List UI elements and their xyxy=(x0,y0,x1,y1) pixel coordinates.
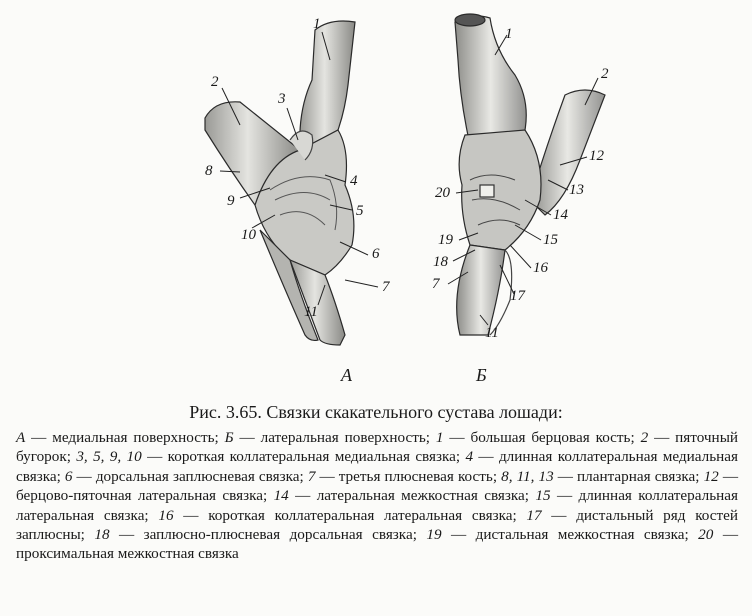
caption-item-separator: — xyxy=(288,487,317,505)
caption-item xyxy=(65,468,308,485)
caption-item-separator: — xyxy=(25,429,53,446)
label-a-9: 9 xyxy=(227,193,235,209)
caption-item-separator: — xyxy=(550,487,579,505)
caption-item xyxy=(274,487,536,504)
caption-body xyxy=(16,428,738,564)
label-a-4: 4 xyxy=(350,173,358,189)
caption-item-separator: — xyxy=(553,467,578,485)
caption-item-key: А xyxy=(16,429,26,446)
caption-item-text: латеральная поверхность; xyxy=(260,429,436,446)
caption-item-key: Б xyxy=(224,429,234,446)
caption-item-separator: — xyxy=(173,506,209,524)
label-b-18: 18 xyxy=(433,254,448,270)
caption-item xyxy=(16,429,225,446)
label-a-11: 11 xyxy=(304,304,318,320)
caption-item-separator: — xyxy=(541,506,577,524)
caption-item-key: 12 xyxy=(703,467,719,485)
caption-item-separator: — xyxy=(648,429,676,446)
caption-item-text: дистальная межкостная связка; xyxy=(475,526,699,544)
label-b-16: 16 xyxy=(533,260,548,276)
caption-item xyxy=(436,429,641,446)
caption-item xyxy=(76,448,465,465)
caption-item-separator: — xyxy=(441,526,476,544)
caption-item-text: большая берцовая кость; xyxy=(470,429,641,446)
caption-item-separator: — xyxy=(141,448,168,466)
caption-item-key: 15 xyxy=(535,487,551,505)
caption-item-key: 3, 5, 9, 10 xyxy=(76,448,142,466)
caption-item-separator: — xyxy=(443,429,471,446)
caption-item-key: 16 xyxy=(158,506,174,524)
caption-item-key: 20 xyxy=(698,526,714,544)
caption-item-separator: — xyxy=(109,526,144,544)
label-b-13: 13 xyxy=(569,182,584,198)
caption-item xyxy=(426,526,698,543)
caption-item-text: медиальная поверхность; xyxy=(52,429,225,446)
label-b-15: 15 xyxy=(543,232,558,248)
label-a-8: 8 xyxy=(205,163,213,179)
label-a-5: 5 xyxy=(356,203,364,219)
label-a-3: 3 xyxy=(278,91,286,107)
caption-item-key: 1 xyxy=(435,429,444,446)
caption-item-key: 17 xyxy=(526,506,542,524)
label-b-1: 1 xyxy=(505,26,513,42)
caption-item-text: дорсальная заплюсневая связка; xyxy=(95,467,308,485)
caption-item-key: 2 xyxy=(640,429,649,446)
caption-item-separator: — xyxy=(473,448,499,466)
label-a-7: 7 xyxy=(382,279,390,295)
panel-a-letter: А xyxy=(341,365,352,385)
caption-item-key: 8, 11, 13 xyxy=(501,467,554,485)
caption-item-text: дистальный ряд костей заплюсны; xyxy=(16,506,739,544)
caption-item-text: проксимальная межкостная связка xyxy=(16,545,239,563)
label-b-19: 19 xyxy=(438,232,453,248)
caption-item-separator: — xyxy=(713,526,739,544)
label-b-2: 2 xyxy=(601,66,609,82)
caption-item-key: 6 xyxy=(64,467,73,485)
caption-title: Рис. 3.65. Связки скакательного сустава лошади: xyxy=(189,402,563,422)
caption-item xyxy=(158,507,526,524)
label-b-14: 14 xyxy=(553,207,568,223)
panel-a-drawing xyxy=(205,21,355,345)
caption-item-key: 14 xyxy=(273,487,289,505)
caption-item-key: 4 xyxy=(465,448,474,466)
caption-item-separator: — xyxy=(233,429,261,446)
panel-b-letter: Б xyxy=(476,365,487,385)
label-a-6: 6 xyxy=(372,246,380,262)
caption-item-key: 18 xyxy=(94,526,110,544)
caption-item xyxy=(501,468,703,485)
caption-item-separator: — xyxy=(718,467,739,485)
caption-item-separator: — xyxy=(315,467,339,485)
label-b-7: 7 xyxy=(432,276,440,292)
label-b-20: 20 xyxy=(435,185,450,201)
caption-item-text: берцово-пяточная латеральная связка; xyxy=(16,487,274,505)
caption-item-text: заплюсно-плюсневая дорсальная связка; xyxy=(143,526,427,544)
label-a-2: 2 xyxy=(211,74,219,90)
caption-item-text: длинная коллатеральная латеральная связка; xyxy=(16,487,738,524)
caption-item xyxy=(94,526,426,543)
panel-b-drawing xyxy=(455,14,605,335)
label-a-10: 10 xyxy=(241,227,256,243)
caption-item-text: короткая коллатеральная медиальная связка; xyxy=(167,448,466,466)
caption-item xyxy=(308,468,501,485)
caption-item xyxy=(225,429,436,446)
label-a-1: 1 xyxy=(313,16,321,32)
label-b-12: 12 xyxy=(589,148,604,164)
caption-item-text: пяточный бугорок; xyxy=(16,429,739,466)
label-b-17: 17 xyxy=(510,288,525,304)
caption-item-key: 19 xyxy=(426,526,442,544)
label-b-11: 11 xyxy=(485,325,499,341)
caption-item-text: плантарная связка; xyxy=(577,467,704,485)
caption-item-text: длинная коллатеральная медиальная связка; xyxy=(16,448,739,485)
caption-item-separator: — xyxy=(72,467,96,485)
caption-item-text: короткая коллатеральная латеральная связка; xyxy=(208,506,527,524)
caption-item-text: латеральная межкостная связка; xyxy=(316,487,536,505)
caption-item-text: третья плюсневая кость; xyxy=(338,467,502,485)
caption-item-key: 7 xyxy=(307,467,316,485)
